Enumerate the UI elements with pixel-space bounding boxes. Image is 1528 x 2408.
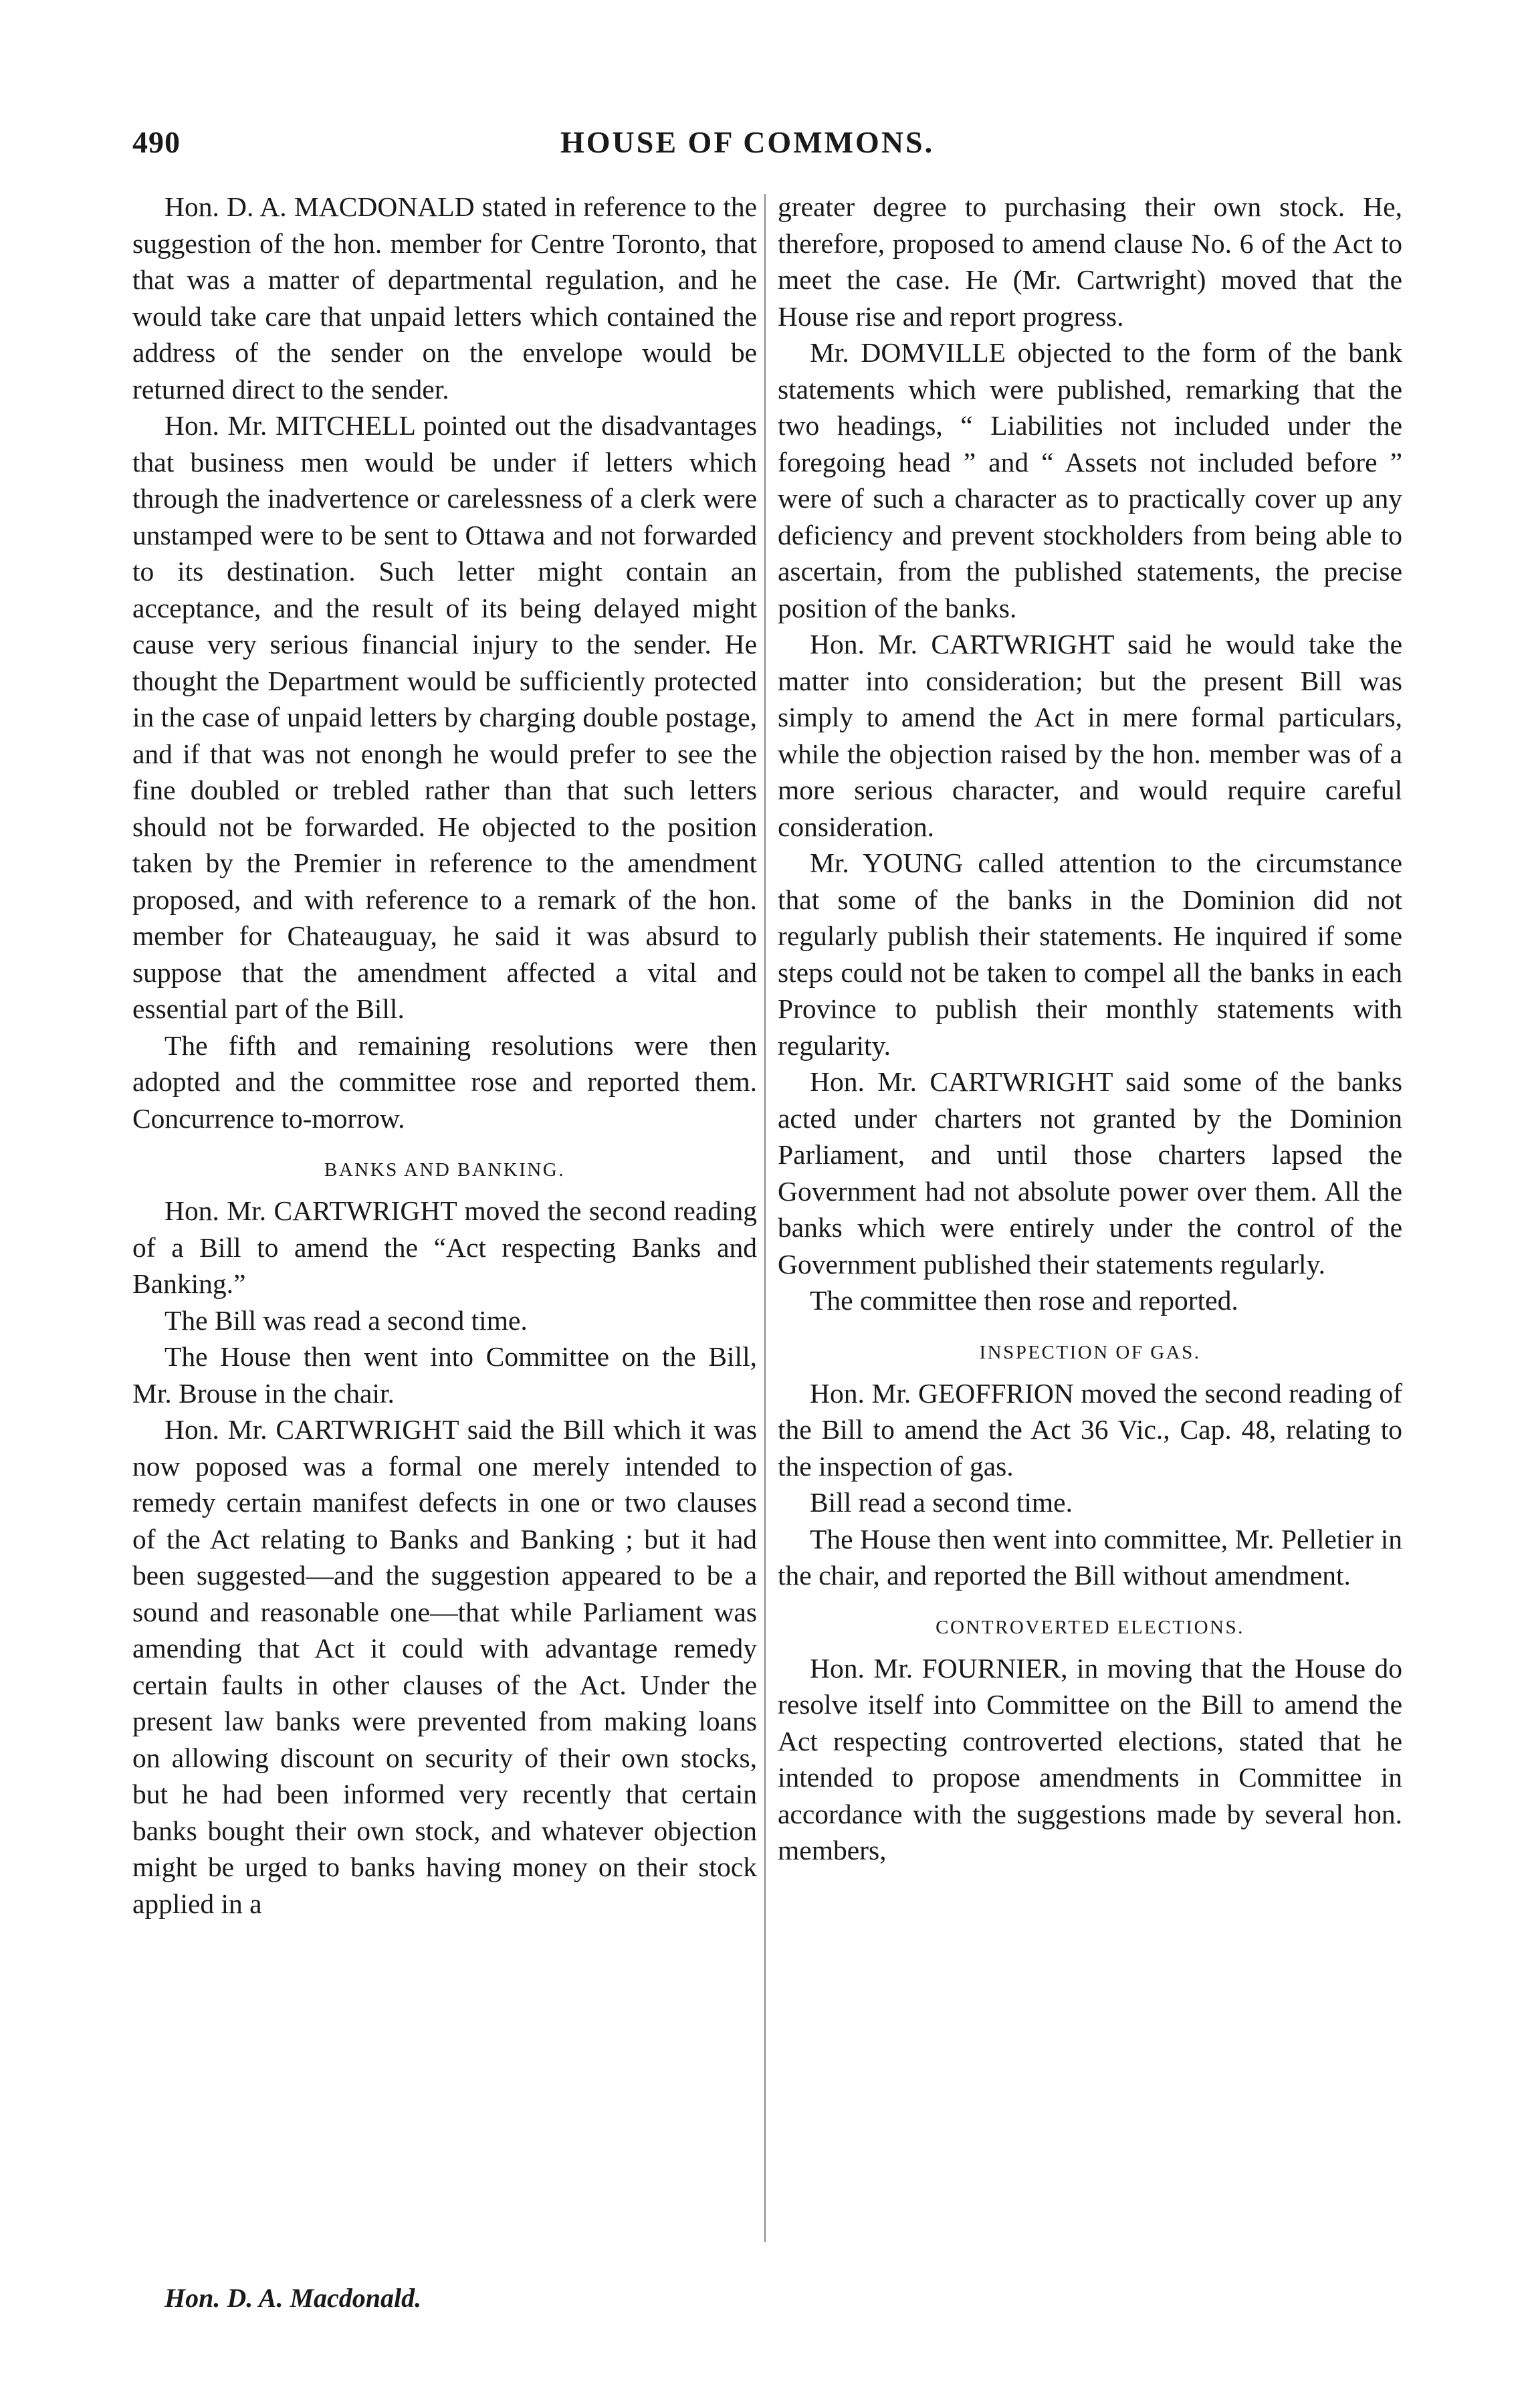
paragraph: Bill read a second time. (810, 1487, 1073, 1518)
page-number: 490 (132, 125, 181, 159)
page-header (132, 124, 1415, 171)
paragraph: Hon. D. A. MACDONALD stated in reference to the suggestion of the hon. member for Centre Toronto, that that was a matter of departmental regulation, and he would take care that unpaid letters which contained the address of the sender on the envelope would be returned direct to the sender. (132, 191, 757, 405)
paragraph: Hon. Mr. CARTWRIGHT said the Bill which it was now poposed was a formal one merely intended to remedy certain manifest defects in one or two clauses of the Act relating to Banks and Banking ; but it had been suggested—and the suggestion appeared to be a sound and reasonable one—that while Parliament was amending that Act it could with advantage remedy certain faults in other clauses of the Act. Under the present law banks were prevented from making loans on allowing discount on security of their own stocks, but he had been informed very recently that certain banks bought their own stock, and whatever objection might be urged to banks having money on their stock applied in a (132, 1414, 757, 1919)
running-head: HOUSE OF COMMONS. (560, 125, 935, 159)
paragraph: Mr. DOMVILLE objected to the form of the bank statements which were published, remarking that the two headings, “ Liabilities not included under the foregoing head ” and “ Assets not included before ” were of such a character as to practically cover up any deficiency and prevent stockholders from being able to ascertain, from the published statements, the precise position of the banks. (778, 337, 1402, 623)
paragraph: The committee then rose and reported. (810, 1285, 1238, 1316)
paragraph: Hon. Mr. FOURNIER, in moving that the House do resolve itself into Committee on the Bill to amend the Act respecting controverted elections, stated that he intended to propose amendments in Committee in accordance with the suggestions made by several hon. members, (778, 1652, 1402, 1866)
paragraph: The House then went into committee, Mr. Pelletier in the chair, and reported the Bill without amendment. (778, 1523, 1402, 1591)
section-heading: INSPECTION OF GAS. (979, 1341, 1201, 1363)
right-column (778, 189, 1402, 1869)
left-column (132, 189, 757, 1922)
paragraph: The Bill was read a second time. (165, 1304, 528, 1336)
paragraph: The House then went into Committee on the Bill, Mr. Brouse in the chair. (132, 1341, 757, 1409)
paragraph: Hon. Mr. CARTWRIGHT said he would take the matter into consideration; but the present Bill was simply to amend the Act in mere formal particulars, while the objection raised by the hon. member was of a more serious character, and would require careful consideration. (778, 629, 1402, 842)
paragraph: Hon. Mr. CARTWRIGHT moved the second reading of a Bill to amend the “Act respecting Banks and Banking.” (132, 1195, 757, 1299)
paragraph: Hon. Mr. CARTWRIGHT said some of the banks acted under charters not granted by the Dominion Parliament, and until those charters lapsed the Government had not absolute power over them. All the banks which were entirely under the control of the Government published their statements regularly. (778, 1066, 1402, 1280)
paragraph: Mr. YOUNG called attention to the circumstance that some of the banks in the Dominion did not regularly publish their statements. He inquired if some steps could not be taken to compel all the banks in each Province to publish their monthly statements with regularity. (778, 847, 1402, 1061)
column-divider (764, 194, 766, 2242)
section-heading: BANKS AND BANKING. (324, 1159, 565, 1181)
paragraph: Hon. Mr. GEOFFRION moved the second reading of the Bill to amend the Act 36 Vic., Cap. 48, relating to the inspection of gas. (778, 1377, 1402, 1482)
paragraph-continued: greater degree to purchasing their own stock. He, therefore, proposed to amend clause No. 6 of the Act to meet the case. He (Mr. Cartwright) moved that the House rise and report progress. (778, 191, 1402, 332)
section-heading: CONTROVERTED ELECTIONS. (936, 1616, 1244, 1638)
paragraph: Hon. Mr. MITCHELL pointed out the disadvantages that business men would be under if letters which through the inadvertence or carelessness of a clerk were unstamped were to be sent to Ottawa and not forwarded to its destination. Such letter might contain an acceptance, and the result of its being delayed might cause very serious financial injury to the sender. He thought the Department would be sufficiently protected in the case of unpaid letters by charging double postage, and if that was not enongh he would prefer to see the fine doubled or trebled rather than that such letters should not be forwarded. He objected to the position taken by the Premier in reference to the amendment proposed, and with reference to a remark of the hon. member for Chateauguay, he said it was absurd to suppose that the amendment affected a vital and essential part of the Bill. (132, 410, 757, 1024)
paragraph: The fifth and remaining resolutions were then adopted and the committee rose and reported them. Concurrence to-morrow. (132, 1029, 757, 1134)
footer-signature: Hon. D. A. Macdonald. (165, 2283, 422, 2313)
